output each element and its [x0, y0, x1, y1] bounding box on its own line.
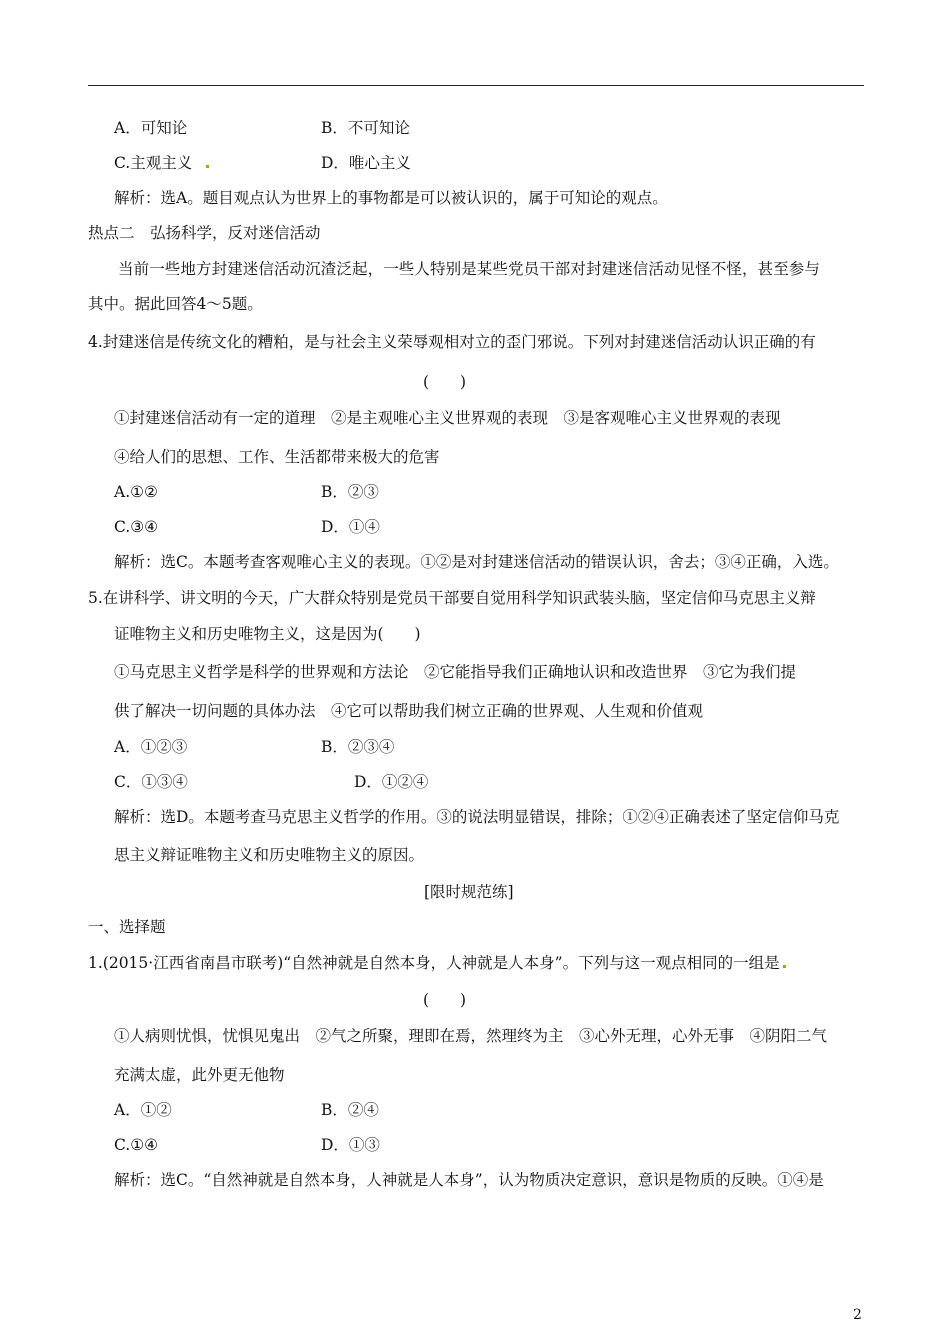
q5-analysis-line1: 解析：选D。本题考查马克思主义哲学的作用。③的说法明显错误，排除；①②④正确表述了坚定信仰马克 [114, 808, 840, 826]
q5-stem-line1: 5.在讲科学、讲文明的今天，广大群众特别是党员干部要自觉用科学知识武装头脑，坚定信仰马克思主义辩 [88, 589, 816, 607]
page-number: 2 [853, 1307, 862, 1323]
q3-option-d: D．唯心主义 [321, 154, 411, 172]
p1-analysis: 解析：选C。“自然神就是自然本身，人神就是人本身”，认为物质决定意识，意识是物质的反映。①④是 [114, 1171, 824, 1189]
practice-section-heading: 一、选择题 [88, 918, 166, 936]
p1-option-d: D．①③ [321, 1136, 380, 1154]
q3-option-b: B．不可知论 [321, 119, 410, 137]
p1-stem-text: 1.(2015·江西省南昌市联考)“自然神就是自然本身，人神就是人本身”。下列与这一观点相同的一组是 [88, 954, 780, 972]
q3-option-a: A．可知论 [114, 119, 188, 137]
q4-option-a: A.①② [114, 483, 158, 501]
q4-analysis: 解析：选C。本题考查客观唯心主义的表现。①②是对封建迷信活动的错误认识，舍去；③④正确，入选。 [114, 553, 839, 571]
q4-answer-paren: ( ) [423, 373, 467, 391]
p1-stem [88, 952, 786, 974]
p1-items-line1: ①人病则忧惧，忧惧见鬼出 ②气之所聚，理即在焉，然理终为主 ③心外无理，心外无事 ④阴阳二气 [114, 1027, 828, 1045]
q4-items-line2: ④给人们的思想、工作、生活都带来极大的危害 [114, 448, 440, 466]
practice-title: [限时规范练] [424, 883, 514, 901]
q5-option-b: B．②③④ [321, 738, 395, 756]
p1-answer-paren: ( ) [423, 991, 467, 1009]
q3-option-c [114, 152, 209, 174]
p1-option-b: B．②④ [321, 1101, 379, 1119]
q5-option-a: A．①②③ [114, 738, 188, 756]
q4-stem: 4.封建迷信是传统文化的糟粕，是与社会主义荣辱观相对立的歪门邪说。下列对封建迷信活动认识正确的有 [88, 333, 816, 351]
q4-items-line1: ①封建迷信活动有一定的道理 ②是主观唯心主义世界观的表现 ③是客观唯心主义世界观的表现 [114, 409, 781, 427]
q4-option-b: B．②③ [321, 483, 379, 501]
q5-option-d: D．①②④ [354, 773, 429, 791]
stray-mark [783, 965, 786, 968]
q4-option-c: C.③④ [114, 518, 159, 536]
q5-analysis-line2: 思主义辩证唯物主义和历史唯物主义的原因。 [114, 846, 425, 864]
q5-items-line2: 供了解决一切问题的具体办法 ④它可以帮助我们树立正确的世界观、人生观和价值观 [114, 702, 704, 720]
hotspot-intro-line1: 当前一些地方封建迷信活动沉渣泛起，一些人特别是某些党员干部对封建迷信活动见怪不怪，甚至参与 [118, 260, 821, 278]
q3-option-c-text: C.主观主义 [114, 154, 193, 172]
q5-stem-line2: 证唯物主义和历史唯物主义，这是因为( ) [114, 625, 421, 643]
q5-items-line1: ①马克思主义哲学是科学的世界观和方法论 ②它能指导我们正确地认识和改造世界 ③它为我们提 [114, 663, 797, 681]
q3-analysis: 解析：选A。题目观点认为世界上的事物都是可以被认识的，属于可知论的观点。 [114, 189, 668, 207]
q4-option-d: D．①④ [321, 518, 380, 536]
p1-option-a: A．①② [114, 1101, 172, 1119]
stray-mark [206, 165, 209, 168]
hotspot-title: 热点二 弘扬科学，反对迷信活动 [88, 224, 321, 242]
p1-items-line2: 充满太虚，此外更无他物 [114, 1066, 285, 1084]
p1-option-c: C.①④ [114, 1136, 159, 1154]
q5-option-c: C．①③④ [114, 773, 188, 791]
hotspot-intro-line2: 其中。据此回答4～5题。 [88, 295, 263, 313]
